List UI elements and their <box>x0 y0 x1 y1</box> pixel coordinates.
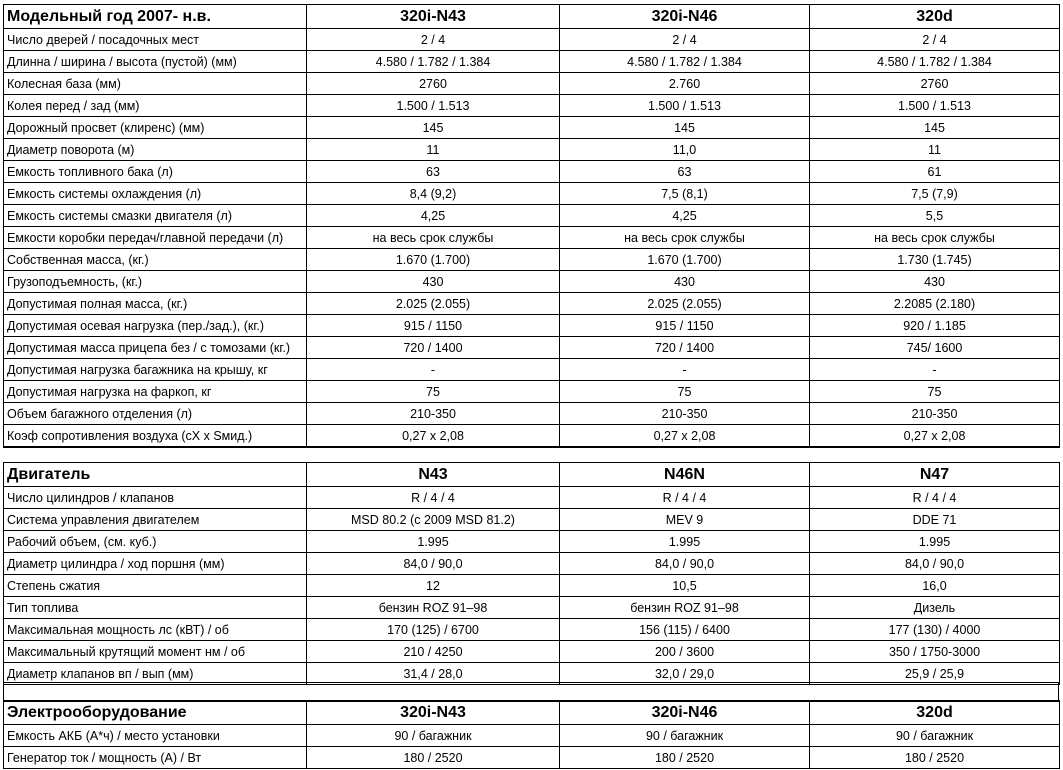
table-row <box>4 161 1060 183</box>
cell-value: 8,4 (9,2) <box>307 183 560 205</box>
cell-value: 2.025 (2.055) <box>307 293 560 315</box>
cell-value: 200 / 3600 <box>560 641 810 663</box>
column-header: N43 <box>307 463 560 487</box>
table-row <box>4 725 1060 747</box>
row-label: Тип топлива <box>4 597 307 619</box>
cell-value: 1.995 <box>810 531 1060 553</box>
cell-value: 720 / 1400 <box>307 337 560 359</box>
cell-value: 75 <box>307 381 560 403</box>
table-row <box>4 641 1060 663</box>
row-label: Емкость системы смазки двигателя (л) <box>4 205 307 227</box>
electrical-specs-table <box>3 700 1060 769</box>
cell-value: 1.500 / 1.513 <box>307 95 560 117</box>
cell-value: 11 <box>307 139 560 161</box>
row-label: Число дверей / посадочных мест <box>4 29 307 51</box>
cell-value: бензин ROZ 91–98 <box>560 597 810 619</box>
row-label: Система управления двигателем <box>4 509 307 531</box>
cell-value: 31,4 / 28,0 <box>307 663 560 685</box>
table-row <box>4 597 1060 619</box>
row-label: Рабочий объем, (см. куб.) <box>4 531 307 553</box>
section-title: Модельный год 2007- н.в. <box>4 5 307 29</box>
column-header: 320d <box>810 5 1060 29</box>
column-header: N47 <box>810 463 1060 487</box>
row-label: Допустимая нагрузка багажника на крышу, кг <box>4 359 307 381</box>
cell-value: 2 / 4 <box>560 29 810 51</box>
table-row <box>4 575 1060 597</box>
section-title: Двигатель <box>4 463 307 487</box>
column-header: N46N <box>560 463 810 487</box>
row-label: Диаметр клапанов вп / вып (мм) <box>4 663 307 685</box>
cell-value: 11 <box>810 139 1060 161</box>
cell-value: 84,0 / 90,0 <box>810 553 1060 575</box>
table-row <box>4 51 1060 73</box>
table-row <box>4 487 1060 509</box>
cell-value: 84,0 / 90,0 <box>560 553 810 575</box>
cell-value: 1.730 (1.745) <box>810 249 1060 271</box>
cell-value: 16,0 <box>810 575 1060 597</box>
table-row <box>4 271 1060 293</box>
section-separator <box>3 682 1059 702</box>
cell-value: 4.580 / 1.782 / 1.384 <box>560 51 810 73</box>
cell-value: 350 / 1750-3000 <box>810 641 1060 663</box>
column-header: 320i-N46 <box>560 701 810 725</box>
row-label: Допустимая нагрузка на фаркоп, кг <box>4 381 307 403</box>
cell-value: 430 <box>810 271 1060 293</box>
row-label: Коэф сопротивления воздуха (cX x Sмид.) <box>4 425 307 448</box>
table-row <box>4 205 1060 227</box>
cell-value: 0,27 x 2,08 <box>307 425 560 448</box>
cell-value: 2.760 <box>560 73 810 95</box>
cell-value: 2.025 (2.055) <box>560 293 810 315</box>
row-label: Емкости коробки передач/главной передачи (л) <box>4 227 307 249</box>
row-label: Генератор ток / мощность (А) / Вт <box>4 747 307 769</box>
column-header: 320i-N46 <box>560 5 810 29</box>
column-header: 320d <box>810 701 1060 725</box>
cell-value: 63 <box>307 161 560 183</box>
cell-value: R / 4 / 4 <box>307 487 560 509</box>
row-label: Диаметр поворота (м) <box>4 139 307 161</box>
engine-header-row <box>4 463 1060 487</box>
row-label: Длинна / ширина / высота (пустой) (мм) <box>4 51 307 73</box>
table-row <box>4 619 1060 641</box>
cell-value: 920 / 1.185 <box>810 315 1060 337</box>
column-header: 320i-N43 <box>307 5 560 29</box>
cell-value: 4.580 / 1.782 / 1.384 <box>810 51 1060 73</box>
general-header-row <box>4 5 1060 29</box>
row-label: Собственная масса, (кг.) <box>4 249 307 271</box>
table-row <box>4 139 1060 161</box>
cell-value: 0,27 x 2,08 <box>560 425 810 448</box>
table-row <box>4 403 1060 425</box>
table-row <box>4 95 1060 117</box>
cell-value: 2 / 4 <box>810 29 1060 51</box>
table-row <box>4 425 1060 448</box>
cell-value: бензин ROZ 91–98 <box>307 597 560 619</box>
cell-value: DDE 71 <box>810 509 1060 531</box>
cell-value: 210-350 <box>307 403 560 425</box>
cell-value: 84,0 / 90,0 <box>307 553 560 575</box>
cell-value: 75 <box>810 381 1060 403</box>
cell-value: MSD 80.2 (с 2009 MSD 81.2) <box>307 509 560 531</box>
row-label: Емкость системы охлаждения (л) <box>4 183 307 205</box>
cell-value: 2 / 4 <box>307 29 560 51</box>
cell-value: - <box>307 359 560 381</box>
table-row <box>4 359 1060 381</box>
row-label: Емкость топливного бака (л) <box>4 161 307 183</box>
table-row <box>4 509 1060 531</box>
cell-value: 11,0 <box>560 139 810 161</box>
table-row <box>4 315 1060 337</box>
table-row <box>4 381 1060 403</box>
cell-value: 4,25 <box>307 205 560 227</box>
cell-value: 0,27 x 2,08 <box>810 425 1060 448</box>
cell-value: 210-350 <box>560 403 810 425</box>
cell-value: 915 / 1150 <box>307 315 560 337</box>
column-header: 320i-N43 <box>307 701 560 725</box>
row-label: Максимальная мощность лс (кВТ) / об <box>4 619 307 641</box>
cell-value: 75 <box>560 381 810 403</box>
row-label: Дорожный просвет (клиренс) (мм) <box>4 117 307 139</box>
cell-value: 7,5 (7,9) <box>810 183 1060 205</box>
row-label: Допустимая масса прицепа без / с томозами (кг.) <box>4 337 307 359</box>
row-label: Число цилиндров / клапанов <box>4 487 307 509</box>
table-row <box>4 73 1060 95</box>
cell-value: 90 / багажник <box>307 725 560 747</box>
row-label: Диаметр цилиндра / ход поршня (мм) <box>4 553 307 575</box>
cell-value: 10,5 <box>560 575 810 597</box>
row-label: Допустимая полная масса, (кг.) <box>4 293 307 315</box>
cell-value: 210-350 <box>810 403 1060 425</box>
electrical-header-row <box>4 701 1060 725</box>
cell-value: Дизель <box>810 597 1060 619</box>
cell-value: 156 (115) / 6400 <box>560 619 810 641</box>
cell-value: 63 <box>560 161 810 183</box>
cell-value: 1.995 <box>307 531 560 553</box>
row-label: Колесная база (мм) <box>4 73 307 95</box>
cell-value: 90 / багажник <box>810 725 1060 747</box>
cell-value: на весь срок службы <box>307 227 560 249</box>
cell-value: 1.500 / 1.513 <box>560 95 810 117</box>
cell-value: 1.995 <box>560 531 810 553</box>
row-label: Емкость АКБ (А*ч) / место установки <box>4 725 307 747</box>
cell-value: 915 / 1150 <box>560 315 810 337</box>
table-row <box>4 227 1060 249</box>
general-specs-table <box>3 4 1060 448</box>
row-label: Объем багажного отделения (л) <box>4 403 307 425</box>
table-row <box>4 531 1060 553</box>
cell-value: на весь срок службы <box>560 227 810 249</box>
cell-value: MEV 9 <box>560 509 810 531</box>
table-row <box>4 747 1060 769</box>
row-label: Допустимая осевая нагрузка (пер./зад.), (кг.) <box>4 315 307 337</box>
engine-specs-table <box>3 462 1060 685</box>
row-label: Грузоподъемность, (кг.) <box>4 271 307 293</box>
row-label: Максимальный крутящий момент нм / об <box>4 641 307 663</box>
row-label: Степень сжатия <box>4 575 307 597</box>
cell-value: 1.670 (1.700) <box>560 249 810 271</box>
cell-value: 5,5 <box>810 205 1060 227</box>
cell-value: 180 / 2520 <box>307 747 560 769</box>
table-row <box>4 337 1060 359</box>
cell-value: на весь срок службы <box>810 227 1060 249</box>
cell-value: R / 4 / 4 <box>810 487 1060 509</box>
cell-value: 25,9 / 25,9 <box>810 663 1060 685</box>
cell-value: 2760 <box>810 73 1060 95</box>
cell-value: 7,5 (8,1) <box>560 183 810 205</box>
cell-value: 12 <box>307 575 560 597</box>
table-row <box>4 293 1060 315</box>
cell-value: 4,25 <box>560 205 810 227</box>
cell-value: 177 (130) / 4000 <box>810 619 1060 641</box>
table-row <box>4 553 1060 575</box>
cell-value: 1.670 (1.700) <box>307 249 560 271</box>
cell-value: 210 / 4250 <box>307 641 560 663</box>
cell-value: - <box>560 359 810 381</box>
cell-value: 90 / багажник <box>560 725 810 747</box>
cell-value: 170 (125) / 6700 <box>307 619 560 641</box>
cell-value: 430 <box>560 271 810 293</box>
cell-value: 4.580 / 1.782 / 1.384 <box>307 51 560 73</box>
cell-value: 145 <box>307 117 560 139</box>
cell-value: 180 / 2520 <box>560 747 810 769</box>
section-title: Электрооборудование <box>4 701 307 725</box>
cell-value: - <box>810 359 1060 381</box>
cell-value: 745/ 1600 <box>810 337 1060 359</box>
cell-value: 1.500 / 1.513 <box>810 95 1060 117</box>
cell-value: R / 4 / 4 <box>560 487 810 509</box>
cell-value: 180 / 2520 <box>810 747 1060 769</box>
cell-value: 2.2085 (2.180) <box>810 293 1060 315</box>
table-row <box>4 249 1060 271</box>
table-row <box>4 29 1060 51</box>
cell-value: 430 <box>307 271 560 293</box>
cell-value: 145 <box>810 117 1060 139</box>
cell-value: 32,0 / 29,0 <box>560 663 810 685</box>
cell-value: 2760 <box>307 73 560 95</box>
cell-value: 720 / 1400 <box>560 337 810 359</box>
row-label: Колея перед / зад (мм) <box>4 95 307 117</box>
cell-value: 61 <box>810 161 1060 183</box>
table-row <box>4 117 1060 139</box>
cell-value: 145 <box>560 117 810 139</box>
table-row <box>4 183 1060 205</box>
